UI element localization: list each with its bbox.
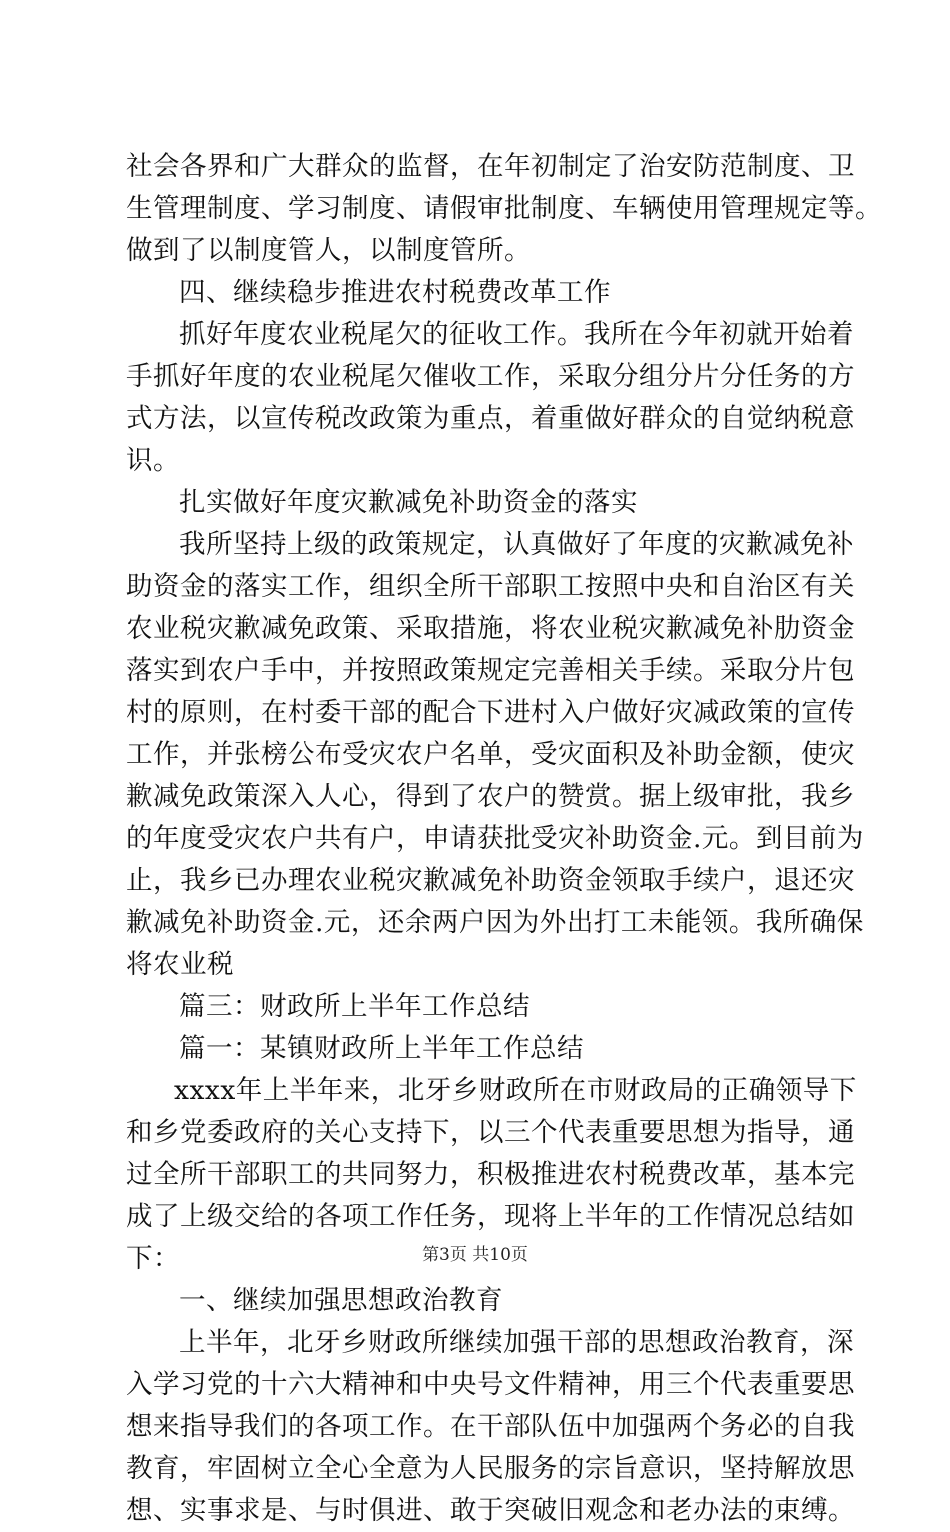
section-heading: 篇一：某镇财政所上半年工作总结 — [179, 1033, 584, 1064]
text-line: 入学习党的十六大精神和中央号文件精神，用三个代表重要思 — [126, 1369, 855, 1400]
text-line: 的年度受灾农户共有户，申请获批受灾补助资金.元。到目前为 — [126, 823, 864, 854]
text-line: 教育，牢固树立全心全意为人民服务的宗旨意识，坚持解放思 — [126, 1453, 855, 1484]
section-heading: 扎实做好年度灾歉减免补助资金的落实 — [179, 487, 638, 518]
page-number-footer: 第3页 共10页 — [422, 1245, 528, 1265]
text-line: 将农业税 — [126, 949, 234, 980]
text-line: 想来指导我们的各项工作。在干部队伍中加强两个务必的自我 — [126, 1411, 855, 1442]
text-line: 工作，并张榜公布受灾农户名单，受灾面积及补助金额，使灾 — [126, 739, 855, 770]
document-body — [126, 146, 882, 1532]
text-line: 抓好年度农业税尾欠的征收工作。我所在今年初就开始着 — [179, 319, 854, 350]
text-line: 手抓好年度的农业税尾欠催收工作，采取分组分片分任务的方 — [126, 361, 855, 392]
text-line: 和乡党委政府的关心支持下，以三个代表重要思想为指导，通 — [126, 1117, 855, 1148]
text-line: 村的原则，在村委干部的配合下进村入户做好灾减政策的宣传 — [126, 697, 855, 728]
text-line: 止，我乡已办理农业税灾歉减免补助资金领取手续户，退还灾 — [126, 865, 855, 896]
text-line: 助资金的落实工作，组织全所干部职工按照中央和自治区有关 — [126, 571, 855, 602]
text-line: 成了上级交给的各项工作任务，现将上半年的工作情况总结如 — [126, 1201, 855, 1232]
text-line: 我所坚持上级的政策规定，认真做好了年度的灾歉减免补 — [179, 529, 854, 560]
section-heading: 四、继续稳步推进农村税费改革工作 — [179, 277, 611, 308]
text-line: 做到了以制度管人，以制度管所。 — [126, 235, 531, 266]
section-heading: 一、继续加强思想政治教育 — [179, 1285, 503, 1316]
text-line: 生管理制度、学习制度、请假审批制度、车辆使用管理规定等。 — [126, 193, 882, 224]
text-line: 社会各界和广大群众的监督，在年初制定了治安防范制度、卫 — [126, 151, 855, 182]
text-line: 落实到农户手中，并按照政策规定完善相关手续。采取分片包 — [126, 655, 855, 686]
text-line: xxxx年上半年来，北牙乡财政所在市财政局的正确领导下 — [174, 1075, 857, 1106]
text-line: 歉减免补助资金.元，还余两户因为外出打工未能领。我所确保 — [126, 907, 864, 938]
text-line: 想、实事求是、与时俱进、敢于突破旧观念和老办法的束缚。 — [126, 1495, 855, 1526]
text-line: 歉减免政策深入人心，得到了农户的赞赏。据上级审批，我乡 — [126, 781, 855, 812]
section-heading: 篇三：财政所上半年工作总结 — [179, 991, 530, 1022]
text-line: 识。 — [126, 445, 180, 476]
text-line: 农业税灾歉减免政策、采取措施，将农业税灾歉减免补肋资金 — [126, 613, 855, 644]
text-line: 式方法，以宣传税改政策为重点，着重做好群众的自觉纳税意 — [126, 403, 855, 434]
text-line: 过全所干部职工的共同努力，积极推进农村税费改革，基本完 — [126, 1159, 855, 1190]
text-line: 上半年，北牙乡财政所继续加强干部的思想政治教育，深 — [179, 1327, 854, 1358]
text-line: 下： — [126, 1243, 180, 1274]
